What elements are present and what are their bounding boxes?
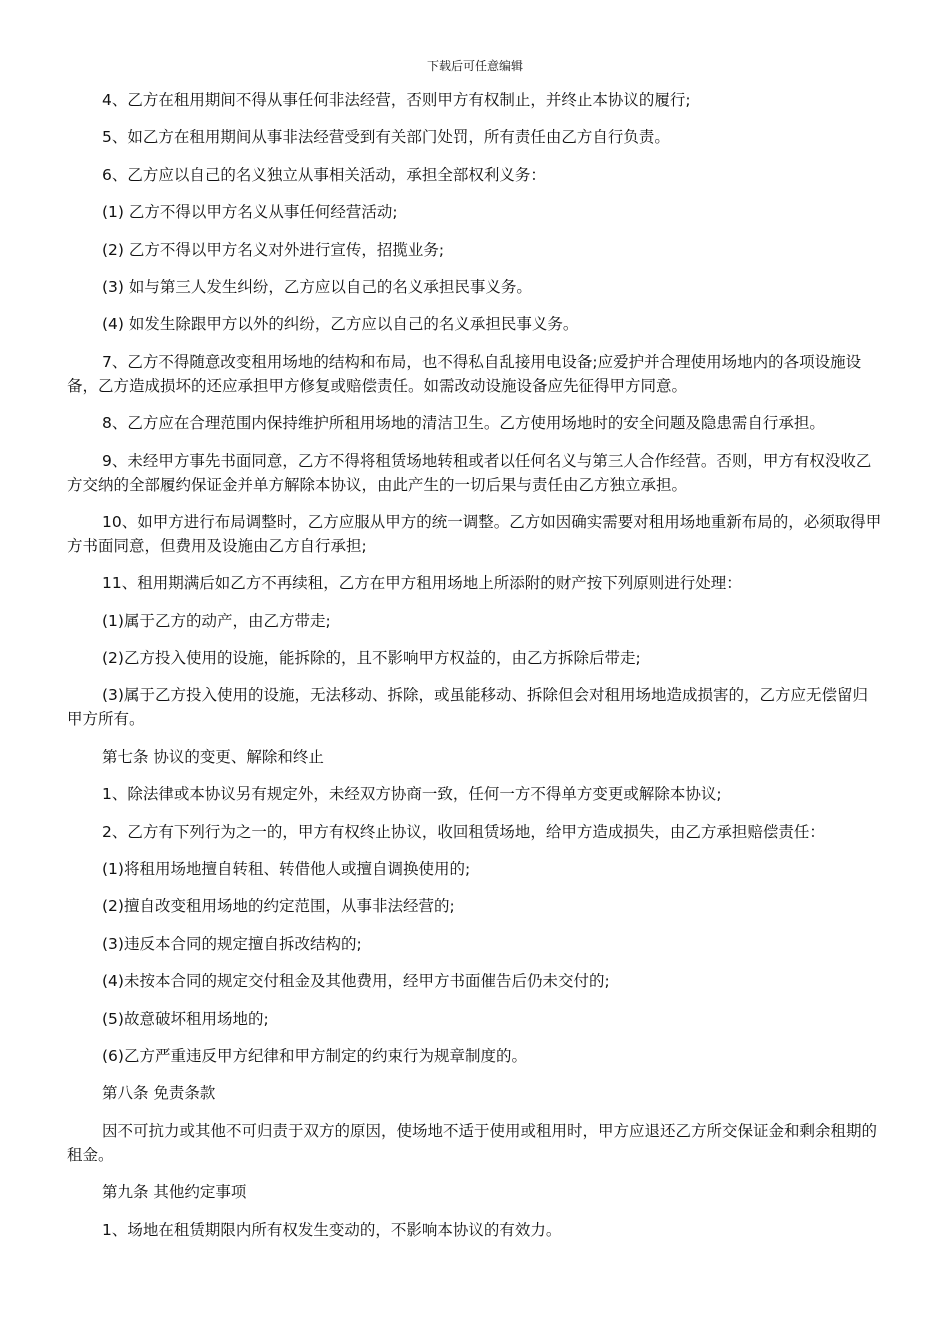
article-7-heading: 第七条 协议的变更、解除和终止 [102,747,324,766]
clause-5: 5、如乙方在租用期间从事非法经营受到有关部门处罚，所有责任由乙方自行负责。 [102,128,670,147]
clause-6-item-3: (3) 如与第三人发生纠纷，乙方应以自己的名义承担民事义务。 [102,277,532,296]
article-7-item-5: (5)故意破坏租用场地的; [102,1009,269,1028]
clause-6-item-2: (2) 乙方不得以甲方名义对外进行宣传，招揽业务; [102,240,445,259]
clause-11-item-1: (1)属于乙方的动产，由乙方带走; [102,611,331,630]
document-body [67,88,882,1255]
article-7-item-6: (6)乙方严重违反甲方纪律和甲方制定的约束行为规章制度的。 [102,1046,527,1065]
article-7-item-1: (1)将租用场地擅自转租、转借他人或擅自调换使用的; [102,860,471,879]
clause-6: 6、乙方应以自己的名义独立从事相关活动，承担全部权利义务： [102,165,546,184]
clause-7: 7、乙方不得随意改变租用场地的结构和布局，也不得私自乱接用电设备;应爱护并合理使用场地内的各项设施设备，乙方造成损坏的还应承担甲方修复或赔偿责任。如需改动设施设备应先征得甲方同意。 [67,352,862,395]
article-7-clause-2: 2、乙方有下列行为之一的，甲方有权终止协议，收回租赁场地，给甲方造成损失，由乙方承担赔偿责任： [102,822,825,841]
article-7-item-4: (4)未按本合同的规定交付租金及其他费用，经甲方书面催告后仍未交付的; [102,972,610,991]
article-7-item-2: (2)擅自改变租用场地的约定范围，从事非法经营的; [102,897,455,916]
clause-11-item-2: (2)乙方投入使用的设施，能拆除的，且不影响甲方权益的，由乙方拆除后带走; [102,649,641,668]
article-7-item-3: (3)违反本合同的规定擅自拆改结构的; [102,934,362,953]
article-7-clause-1: 1、除法律或本协议另有规定外，未经双方协商一致，任何一方不得单方变更或解除本协议; [102,785,722,804]
article-8-heading: 第八条 免责条款 [102,1084,216,1103]
clause-9: 9、未经甲方事先书面同意，乙方不得将租赁场地转租或者以任何名义与第三人合作经营。否则，甲方有权没收乙方交纳的全部履约保证金并单方解除本协议，由此产生的一切后果与责任由乙方独立承担。 [67,451,872,494]
clause-4: 4、乙方在租用期间不得从事任何非法经营，否则甲方有权制止，并终止本协议的履行; [102,91,691,109]
article-8-text: 因不可抗力或其他不可归责于双方的原因，使场地不适于使用或租用时，甲方应退还乙方所交保证金和剩余租期的租金。 [67,1121,878,1164]
clause-6-item-1: (1) 乙方不得以甲方名义从事任何经营活动; [102,203,398,222]
clause-11: 11、租用期满后如乙方不再续租，乙方在甲方租用场地上所添附的财产按下列原则进行处理： [102,574,742,593]
clause-11-item-3: (3)属于乙方投入使用的设施，无法移动、拆除，或虽能移动、拆除但会对租用场地造成损害的，乙方应无偿留归甲方所有。 [67,686,868,729]
article-9-clause-1: 1、场地在租赁期限内所有权发生变动的，不影响本协议的有效力。 [102,1220,562,1239]
clause-6-item-4: (4) 如发生除跟甲方以外的纠纷，乙方应以自己的名义承担民事义务。 [102,315,579,334]
clause-8: 8、乙方应在合理范围内保持维护所租用场地的清洁卫生。乙方使用场地时的安全问题及隐患需自行承担。 [102,414,825,433]
article-9-heading: 第九条 其他约定事项 [102,1183,247,1202]
page-header: 下载后可任意编辑 [426,59,523,73]
clause-10: 10、如甲方进行布局调整时，乙方应服从甲方的统一调整。乙方如因确实需要对租用场地重新布局的，必须取得甲方书面同意，但费用及设施由乙方自行承担; [67,512,882,555]
